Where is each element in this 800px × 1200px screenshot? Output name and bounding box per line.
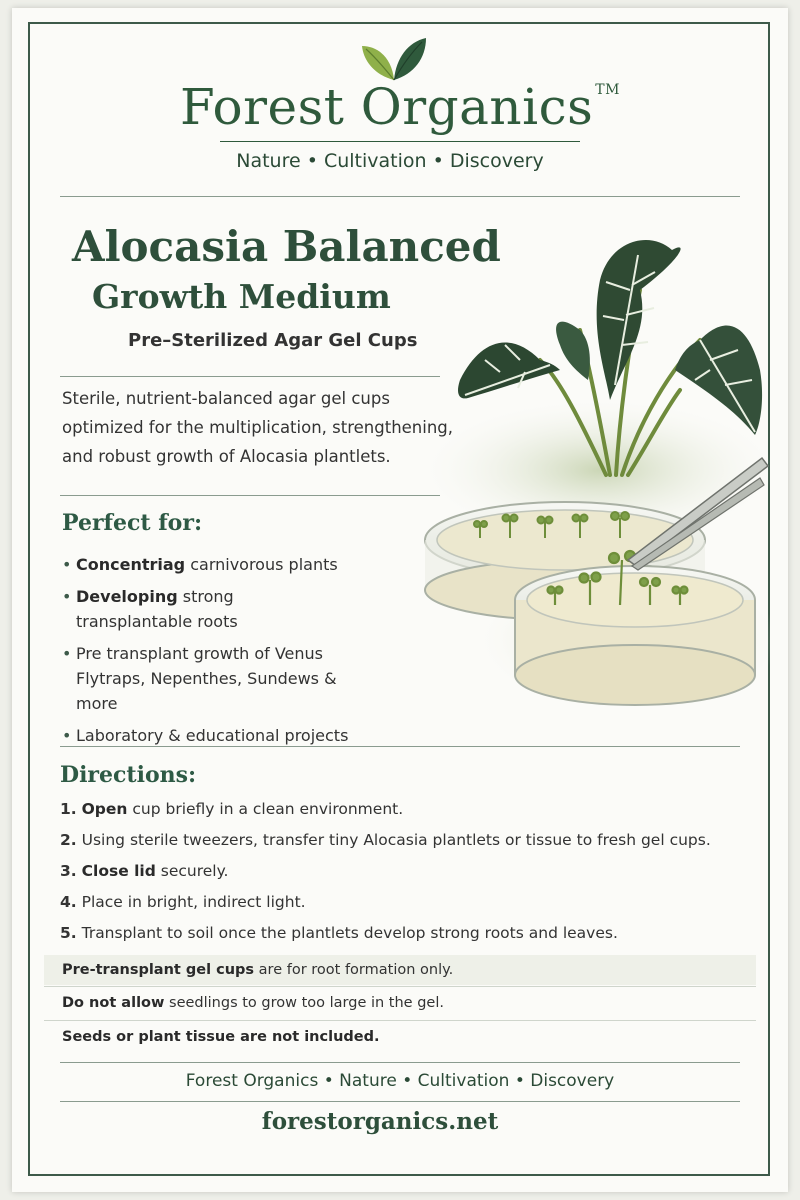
product-intro xyxy=(62,384,502,471)
list-item: • Developing strong transplantable roots xyxy=(62,584,266,634)
brand-underline xyxy=(220,141,580,142)
list-item: • Pre transplant growth of Venus Flytraps, Nepenthes, Sundews & more xyxy=(62,641,376,716)
footer-divider-bottom xyxy=(60,1101,740,1102)
directions-list xyxy=(60,797,750,952)
direction-step: 5. Transplant to soil once the plantlets develop strong roots and leaves. xyxy=(60,924,618,942)
direction-step: 3. Close lid securely. xyxy=(60,862,229,880)
list-item: • Concentriag carnivorous plants xyxy=(62,552,442,577)
bullet-icon: • xyxy=(62,555,72,574)
intro-line: and robust growth of Alocasia plantlets. xyxy=(62,447,391,466)
directions-heading: Directions: xyxy=(60,762,197,788)
note-divider xyxy=(44,986,756,987)
brand-tagline: Nature • Cultivation • Discovery xyxy=(236,150,544,172)
product-title-line2: Growth Medium xyxy=(92,277,391,316)
direction-step: 4. Place in bright, indirect light. xyxy=(60,893,306,911)
leaf-logo-icon xyxy=(358,36,430,84)
list-item: • Laboratory & educational projects xyxy=(62,723,442,748)
product-title-line1: Alocasia Balanced xyxy=(72,222,501,271)
footer-divider-top xyxy=(60,1062,740,1063)
bullet-icon: • xyxy=(62,587,72,606)
intro-line: Sterile, nutrient-balanced agar gel cups xyxy=(62,389,390,408)
note-not-included: Seeds or plant tissue are not included. xyxy=(62,1029,380,1045)
note-seedling-size: Do not allow seedlings to grow too large in the gel. xyxy=(62,995,444,1011)
direction-step: 1. Open cup briefly in a clean environment. xyxy=(60,800,404,818)
directions-divider xyxy=(60,746,740,747)
footer-tagline: Forest Organics • Nature • Cultivation • Discovery xyxy=(185,1071,615,1091)
website-link[interactable]: forestorganics.net xyxy=(261,1108,499,1135)
note-divider xyxy=(44,1020,756,1021)
note-root-formation: Pre-transplant gel cups are for root formation only. xyxy=(44,955,756,985)
brand-name: Forest Organics ™ xyxy=(180,78,620,136)
header-divider xyxy=(60,196,740,197)
alocasia-petri-illustration xyxy=(410,220,770,730)
perfect-for-list xyxy=(62,552,442,755)
subtitle-divider xyxy=(60,376,440,377)
perfect-for-heading: Perfect for: xyxy=(62,510,203,536)
bullet-icon: • xyxy=(62,726,72,745)
intro-divider xyxy=(60,495,440,496)
bullet-icon: • xyxy=(62,644,72,663)
direction-step: 2. Using sterile tweezers, transfer tiny Alocasia plantlets or tissue to fresh gel cups. xyxy=(60,831,711,849)
intro-line: optimized for the multiplication, strengthening, xyxy=(62,418,454,437)
product-subtitle: Pre–Sterilized Agar Gel Cups xyxy=(128,330,418,351)
